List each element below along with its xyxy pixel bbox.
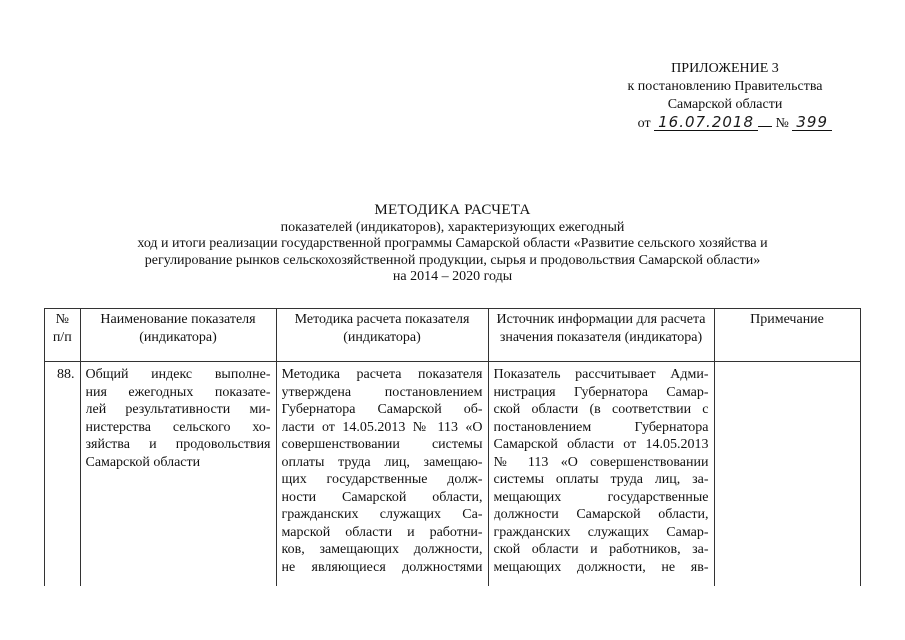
cell-line: Показатель рассчитывает Адми- [493, 367, 709, 382]
row-method-text [282, 366, 483, 582]
number-prefix: № [775, 116, 789, 131]
row-name [80, 362, 276, 587]
cell-line: Самарской области от 14.05.2013 [493, 437, 709, 452]
cell-line: ской области (в соответствии с [493, 402, 709, 417]
cell-line: мещающих государственные [493, 489, 709, 505]
appendix-title: ПРИЛОЖЕНИЕ 3 [671, 61, 779, 76]
row-method [276, 362, 488, 587]
cell-line: Губернатора Самарской об- [281, 402, 483, 417]
header-name: Наименование показателя (индикатора) [80, 309, 276, 362]
cell-line: постановлением Губернатора [493, 419, 709, 435]
row-name-text [86, 366, 271, 582]
cell-line: утверждена постановлением [281, 384, 483, 400]
appendix-line-2: Самарской области [667, 97, 783, 112]
cell-line: ния ежегодных показате- [85, 384, 271, 400]
heading-line-2: ход и итоги реализации государственной программы Самарской области «Развитие сельского хозяйства и [137, 236, 768, 251]
cell-line: гражданских служащих Самар- [493, 524, 709, 540]
heading-main: МЕТОДИКА РАСЧЕТА [374, 202, 531, 218]
appendix-date-number [600, 114, 850, 133]
table-header-row [45, 309, 861, 362]
row-note [714, 362, 860, 587]
cell-line: ности Самарской области, [281, 489, 483, 505]
cell-line: Общий индекс выполне- [85, 367, 271, 382]
cell-line: мещающих должности, не яв- [493, 559, 709, 575]
cell-line: зяйства и продовольствия [85, 437, 271, 452]
cell-line: нистрация Губернатора Самар- [493, 384, 709, 400]
header-note: Примечание [714, 309, 860, 362]
heading-line-3: регулирование рынков сельскохозяйственной продукции, сырья и продовольствия Самарской области» [144, 252, 761, 268]
cell-line: нистерства сельского хо- [85, 419, 271, 435]
cell-line: системы оплаты труда лиц, за- [493, 472, 709, 487]
header-source: Источник информации для расчета значения показателя (индикатора) [488, 309, 714, 362]
header-num: № п/п [45, 309, 81, 362]
cell-line: не являющиеся должностями [281, 559, 483, 575]
document-heading [100, 202, 805, 286]
cell-line: ской области и работников, за- [493, 542, 709, 557]
heading-line-4: на 2014 – 2020 годы [392, 269, 513, 284]
appendix-block [600, 60, 850, 133]
handwritten-number: 399 [792, 114, 832, 131]
row-source [488, 362, 714, 587]
cell-line: лей результативности ми- [85, 402, 271, 417]
cell-line: щих государственные долж- [281, 472, 483, 487]
row-num: 88. [45, 362, 81, 587]
cell-line: Методика расчета показателя [281, 367, 483, 382]
handwritten-date: 16.07.2018 [654, 114, 758, 131]
cell-line: марской области и работни- [281, 524, 483, 540]
row-source-text [494, 366, 709, 582]
cell-line: ласти от 14.05.2013 № 113 «О [281, 419, 483, 435]
cell-line: гражданских служащих Са- [281, 507, 483, 522]
cell-line: совершенствовании системы [281, 437, 483, 452]
header-method: Методика расчета показателя (индикатора) [276, 309, 488, 362]
heading-line-1: показателей (индикаторов), характеризующих ежегодный [280, 219, 625, 235]
appendix-line-1: к постановлению Правительства [627, 79, 823, 94]
date-prefix: от [637, 116, 651, 131]
cell-line: ков, замещающих должности, [281, 542, 483, 557]
cell-line: Самарской области [85, 454, 201, 470]
cell-line: № 113 «О совершенствовании [493, 454, 709, 470]
table-row [45, 362, 861, 587]
cell-line: оплаты труда лиц, замещаю- [281, 454, 483, 470]
indicator-table [44, 308, 861, 586]
cell-line: должности Самарской области, [493, 507, 709, 522]
